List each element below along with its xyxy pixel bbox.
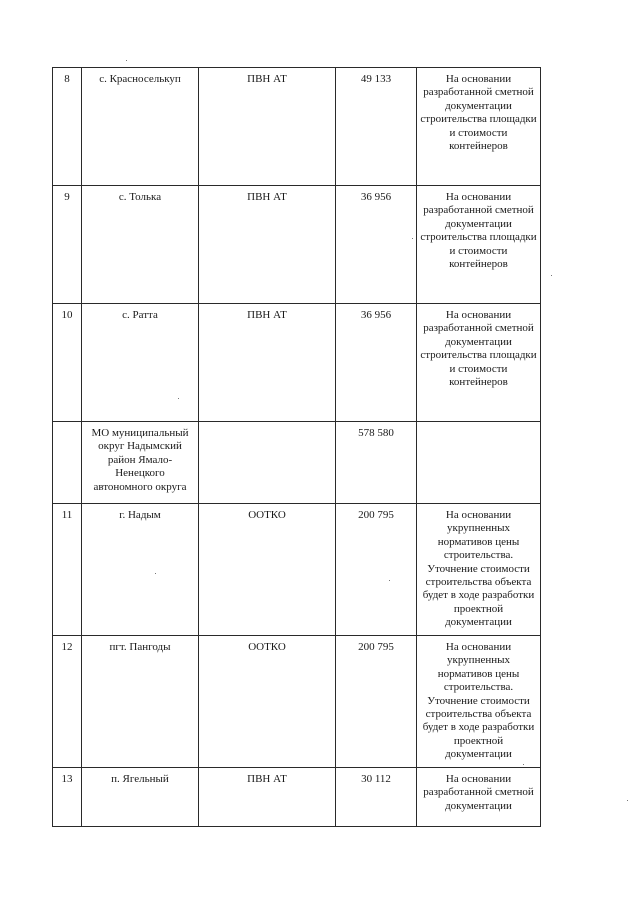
cost-cell: 200 795 [336, 636, 417, 768]
settlement-name-cell: пгт. Пангоды [82, 636, 199, 768]
facility-type-cell: ООТКО [199, 636, 336, 768]
cost-cell: 200 795 [336, 504, 417, 636]
settlement-name-cell: с. Ратта [82, 304, 199, 422]
basis-cell: На основании разработанной сметной документации строительства площадки и стоимости контейнеров [417, 304, 541, 422]
table-row [53, 304, 541, 422]
row-number-cell: 9 [53, 186, 82, 304]
basis-cell [417, 422, 541, 504]
settlement-name-cell: п. Ягельный [82, 768, 199, 827]
facility-type-cell [199, 422, 336, 504]
facility-type-cell: ПВН АТ [199, 68, 336, 186]
row-number-cell: 12 [53, 636, 82, 768]
facility-type-cell: ПВН АТ [199, 186, 336, 304]
basis-cell: На основании укрупненных нормативов цены строительства. Уточнение стоимости строительства объекта будет в ходе разработки проектной документации [417, 504, 541, 636]
settlement-name-cell: с. Толька [82, 186, 199, 304]
table-row [53, 636, 541, 768]
table-row [53, 68, 541, 186]
facility-type-cell: ПВН АТ [199, 768, 336, 827]
row-number-cell: 8 [53, 68, 82, 186]
facility-type-cell: ООТКО [199, 504, 336, 636]
municipality-subtotal-row [53, 422, 541, 504]
scan-speck [627, 800, 628, 801]
cost-cell: 49 133 [336, 68, 417, 186]
scan-speck [523, 764, 524, 765]
municipality-name-cell: МО муниципальный округ Надымский район Ямало-Ненецкого автономного округа [82, 422, 199, 504]
scan-speck [551, 275, 552, 276]
cost-cell: 36 956 [336, 186, 417, 304]
subtotal-cost-cell: 578 580 [336, 422, 417, 504]
basis-cell: На основании разработанной сметной документации строительства площадки и стоимости контейнеров [417, 186, 541, 304]
table-row [53, 768, 541, 827]
row-number-cell [53, 422, 82, 504]
settlement-name-cell: с. Красноселькуп [82, 68, 199, 186]
basis-cell: На основании укрупненных нормативов цены строительства. Уточнение стоимости строительства объекта будет в ходе разработки проектной документации [417, 636, 541, 768]
scan-speck [389, 580, 390, 581]
basis-cell: На основании разработанной сметной документации [417, 768, 541, 827]
settlement-name-cell: г. Надым [82, 504, 199, 636]
table-row [53, 504, 541, 636]
cost-cell: 30 112 [336, 768, 417, 827]
waste-facilities-table [52, 67, 541, 827]
facility-type-cell: ПВН АТ [199, 304, 336, 422]
basis-cell: На основании разработанной сметной документации строительства площадки и стоимости контейнеров [417, 68, 541, 186]
scan-speck [178, 398, 179, 399]
row-number-cell: 11 [53, 504, 82, 636]
scan-speck [155, 573, 156, 574]
scan-speck [126, 60, 127, 61]
row-number-cell: 13 [53, 768, 82, 827]
table-row [53, 186, 541, 304]
scan-speck [412, 238, 413, 239]
row-number-cell: 10 [53, 304, 82, 422]
cost-cell: 36 956 [336, 304, 417, 422]
